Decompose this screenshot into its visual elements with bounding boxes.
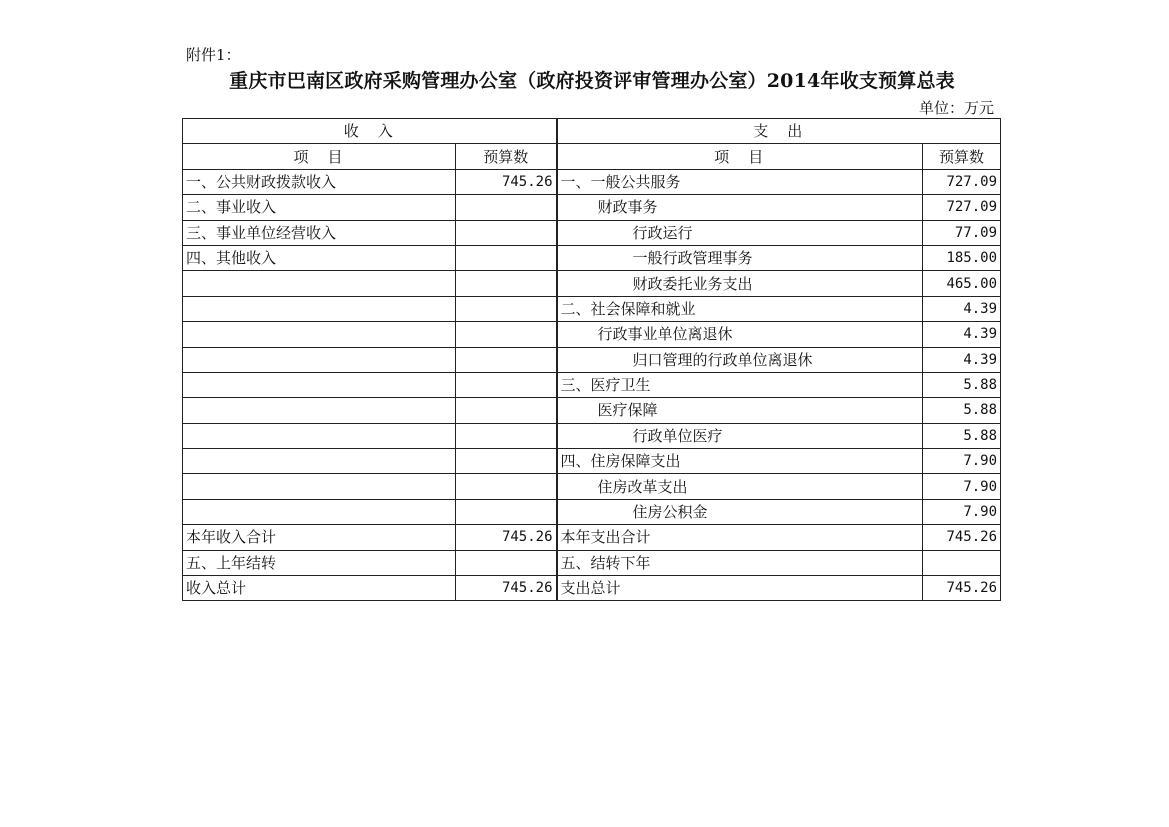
table-row [183,525,1001,550]
expense-amount-cell: 745.26 [923,525,1001,550]
income-group-header: 收 入 [183,119,557,144]
expense-amount-cell: 465.00 [923,271,1001,296]
income-item-cell [183,347,456,372]
income-item-cell: 五、上年结转 [183,550,456,575]
attachment-label: 附件1： [186,46,241,64]
table-row [183,372,1001,397]
income-amount-cell [456,347,557,372]
table-row [183,220,1001,245]
expense-amount-cell: 5.88 [923,423,1001,448]
income-amount-cell [456,322,557,347]
expense-amount-cell: 727.09 [923,195,1001,220]
table-row [183,245,1001,270]
income-item-cell [183,398,456,423]
expense-amount-cell: 745.26 [923,576,1001,601]
income-item-cell [183,499,456,524]
expense-amount-cell [923,550,1001,575]
expense-amount-cell: 77.09 [923,220,1001,245]
table-row [183,576,1001,601]
expense-item-cell: 住房改革支出 [557,474,923,499]
income-item-cell: 一、公共财政拨款收入 [183,169,456,194]
table-row [183,499,1001,524]
income-item-cell [183,372,456,397]
table-row [183,195,1001,220]
income-item-column-header: 项 目 [183,144,456,169]
income-amount-cell: 745.26 [456,525,557,550]
expense-amount-cell: 4.39 [923,347,1001,372]
expense-amount-cell: 5.88 [923,398,1001,423]
expense-item-cell: 本年支出合计 [557,525,923,550]
income-amount-cell [456,499,557,524]
table-row [183,398,1001,423]
column-header-row [183,144,1001,169]
income-item-cell: 四、其他收入 [183,245,456,270]
expense-item-cell: 二、社会保障和就业 [557,296,923,321]
income-item-cell [183,474,456,499]
income-item-cell: 收入总计 [183,576,456,601]
expense-amount-cell: 7.90 [923,499,1001,524]
expense-group-header: 支 出 [557,119,1001,144]
income-amount-cell [456,220,557,245]
budget-table [182,118,1001,601]
group-header-row [183,119,1001,144]
expense-amount-cell: 185.00 [923,245,1001,270]
table-row [183,474,1001,499]
income-item-cell [183,449,456,474]
expense-item-cell: 四、住房保障支出 [557,449,923,474]
expense-item-cell: 五、结转下年 [557,550,923,575]
expense-amount-cell: 727.09 [923,169,1001,194]
expense-item-cell: 住房公积金 [557,499,923,524]
table-row [183,296,1001,321]
income-amount-cell [456,372,557,397]
income-item-cell: 本年收入合计 [183,525,456,550]
income-amount-cell [456,449,557,474]
income-amount-cell: 745.26 [456,576,557,601]
income-item-cell [183,296,456,321]
income-amount-cell [456,271,557,296]
income-amount-cell [456,195,557,220]
income-amount-cell [456,398,557,423]
expense-amount-cell: 7.90 [923,474,1001,499]
income-item-cell: 二、事业收入 [183,195,456,220]
expense-item-cell: 三、医疗卫生 [557,372,923,397]
expense-amount-cell: 7.90 [923,449,1001,474]
expense-item-cell: 财政事务 [557,195,923,220]
expense-item-cell: 支出总计 [557,576,923,601]
expense-item-cell: 财政委托业务支出 [557,271,923,296]
expense-item-cell: 归口管理的行政单位离退休 [557,347,923,372]
expense-item-column-header: 项 目 [557,144,923,169]
income-amount-cell: 745.26 [456,169,557,194]
table-row [183,169,1001,194]
expense-amount-column-header: 预算数 [923,144,1001,169]
expense-item-cell: 一般行政管理事务 [557,245,923,270]
expense-item-cell: 医疗保障 [557,398,923,423]
expense-amount-cell: 4.39 [923,322,1001,347]
expense-item-cell: 一、一般公共服务 [557,169,923,194]
table-row [183,322,1001,347]
income-amount-cell [456,423,557,448]
page-title: 重庆市巴南区政府采购管理办公室（政府投资评审管理办公室）2014年收支预算总表 [229,70,955,92]
table-row [183,347,1001,372]
income-amount-cell [456,245,557,270]
income-amount-cell [456,296,557,321]
expense-amount-cell: 5.88 [923,372,1001,397]
unit-label: 单位：万元 [918,99,994,117]
income-amount-cell [456,550,557,575]
expense-amount-cell: 4.39 [923,296,1001,321]
income-item-cell [183,423,456,448]
income-amount-cell [456,474,557,499]
expense-item-cell: 行政单位医疗 [557,423,923,448]
income-item-cell: 三、事业单位经营收入 [183,220,456,245]
table-row [183,449,1001,474]
income-amount-column-header: 预算数 [456,144,557,169]
table-row [183,550,1001,575]
expense-item-cell: 行政事业单位离退休 [557,322,923,347]
table-row [183,423,1001,448]
income-item-cell [183,322,456,347]
expense-item-cell: 行政运行 [557,220,923,245]
income-item-cell [183,271,456,296]
table-row [183,271,1001,296]
